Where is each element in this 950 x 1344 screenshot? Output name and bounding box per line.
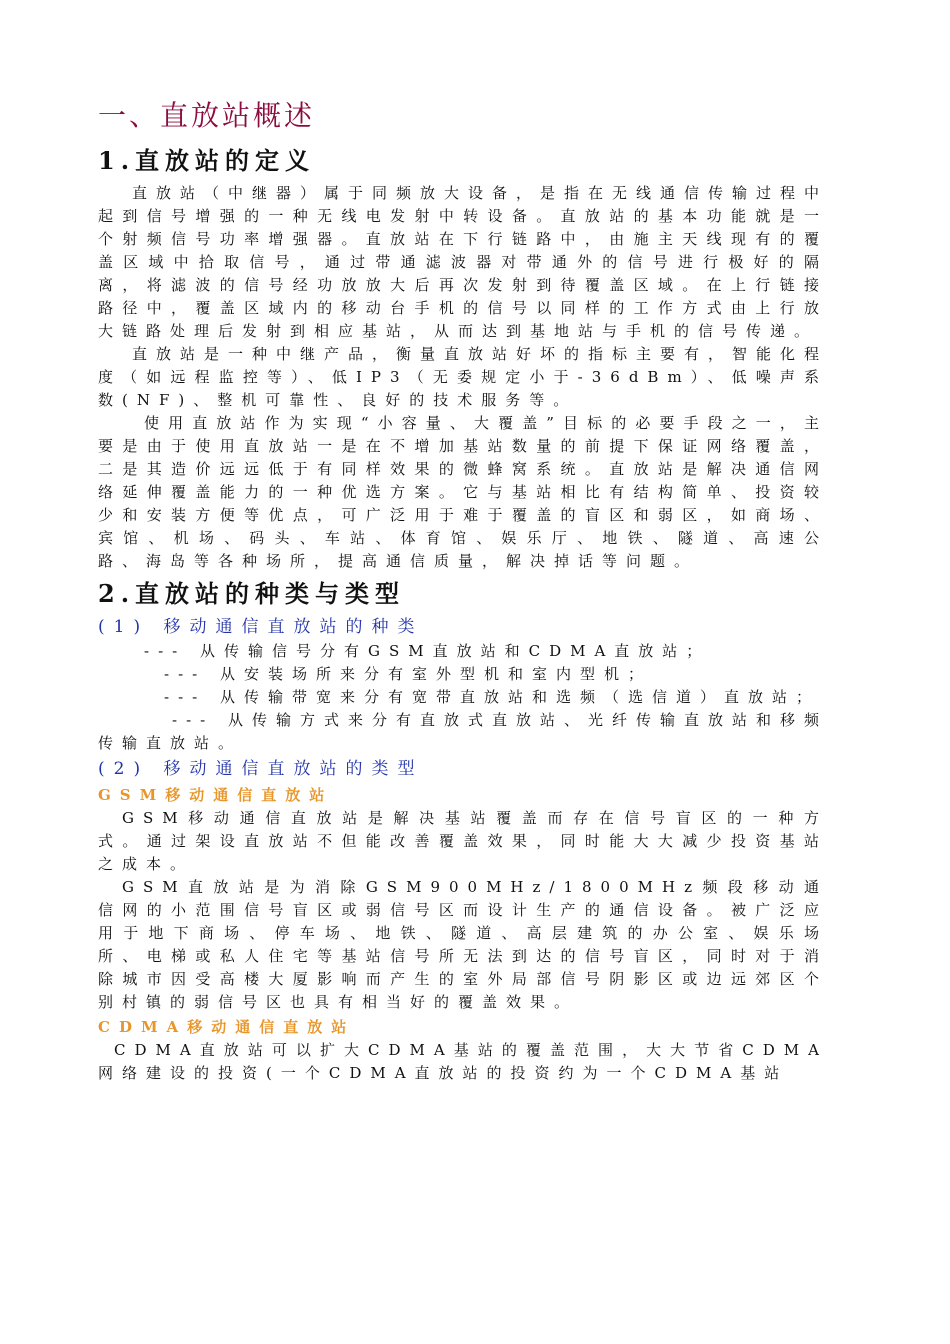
paragraph-metrics: 直放站是一种中继产品，衡量直放站好坏的指标主要有，智能化程度（如远程监控等）、低IP3（无委规定小于-36dBm）、低噪声系数(NF)、整机可靠性、良好的技术服务等。 (98, 345, 829, 409)
paragraph-cdma-1: CDMA直放站可以扩大CDMA基站的覆盖范围，大大节省CDMA网络建设的投资(一个CDMA直放站的投资约为一个CDMA基站 (98, 1041, 828, 1082)
list-item-install: --- 从安装场所来分有室外型机和室内型机； (164, 665, 652, 683)
list-item-bandwidth: --- 从传输带宽来分有宽带直放站和选频（选信道）直放站； (164, 688, 820, 706)
heading-definition: 1.直放站的定义 (98, 146, 316, 175)
cdma-title: CDMA移动通信直放站 (98, 1018, 356, 1036)
paragraph-usage: 使用直放站作为实现“小容量、大覆盖”目标的必要手段之一，主要是由于使用直放站一是在不增加基站数量的前提下保证网络覆盖，二是其造价远远低于有同样效果的微蜂窝系统。直放站是解决通信网络延伸覆盖能力的一种优选方案。它与基站相比有结构简单、投资较少和安装方便等优点，可广泛用于难于覆盖的盲区和弱区，如商场、宾馆、机场、码头、车站、体育馆、娱乐厅、地铁、隧道、高速公路、海岛等各种场所，提高通信质量，解决掉话等问题。 (98, 414, 828, 570)
section-title: 一、直放站概述 (98, 99, 316, 132)
subheading-categories: (2) 移动通信直放站的类型 (98, 759, 424, 779)
paragraph-definition: 直放站（中继器）属于同频放大设备，是指在无线通信传输过程中起到信号增强的一种无线电发射中转设备。直放站的基本功能就是一个射频信号功率增强器。直放站在下行链路中，由施主天线现有的覆盖区域中拾取信号，通过带通滤波器对带通外的信号进行极好的隔离，将滤波的信号经功放放大后再次发射到待覆盖区域。在上行链接路径中，覆盖区域内的移动台手机的信号以同样的工作方式由上行放大链路处理后发射到相应基站，从而达到基地站与手机的信号传递。 (98, 184, 829, 340)
list-item-signal: --- 从传输信号分有GSM直放站和CDMA直放站； (144, 642, 711, 660)
paragraph-gsm-1: GSM移动通信直放站是解决基站覆盖而存在信号盲区的一种方式。通过架设直放站不但能改善覆盖效果，同时能大大减少投资基站之成本。 (98, 809, 828, 873)
subheading-kinds: (1) 移动通信直放站的种类 (98, 617, 424, 637)
heading-types: 2.直放站的种类与类型 (98, 579, 406, 608)
document-page (98, 96, 828, 1085)
paragraph-gsm-2: GSM直放站是为消除GSM900MHz/1800MHz频段移动通信网的小范围信号盲区或弱信号区而设计生产的通信设备。被广泛应用于地下商场、停车场、地铁、隧道、高层建筑的办公室、娱乐场所、电梯或私人住宅等基站信号所无法到达的信号盲区，同时对于消除城市因受高楼大厦影响而产生的室外局部信号阴影区或边远郊区个别村镇的弱信号区也具有相当好的覆盖效果。 (98, 878, 828, 1011)
gsm-title: GSM移动通信直放站 (98, 786, 334, 804)
list-item-transmission: --- 从传输方式来分有直放式直放站、光纤传输直放站和移频传输直放站。 (98, 711, 828, 752)
